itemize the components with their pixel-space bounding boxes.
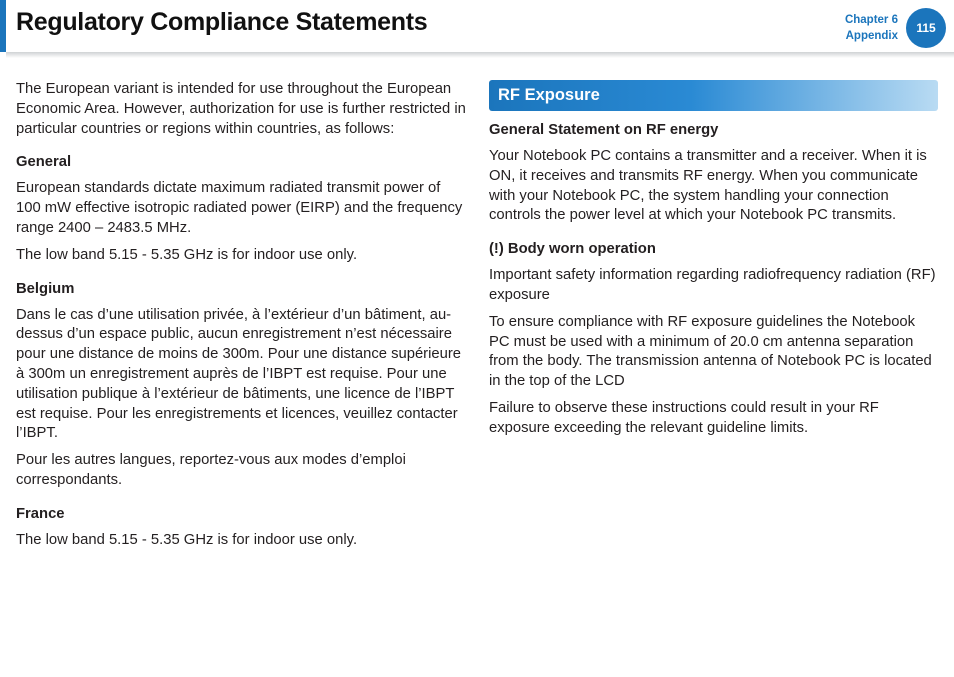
page-header <box>0 0 954 60</box>
rf-statement-paragraph: Your Notebook PC contains a transmitter and a receiver. When it is ON, it receives and transmits RF energy. When you communicate with your Notebook PC, the system handling your connection controls the power level at which your Notebook PC transmits. <box>489 148 927 224</box>
page-number-badge: 115 <box>906 8 946 48</box>
belgium-paragraph-1: Dans le cas d’une utilisation privée, à l’extérieur d’un bâtiment, au-dessus d’un espace public, aucun enregistrement n’est nécessaire pour une distance de moins de 300m. Pour une distance supérieure à 300m un enregistrement auprès de l’IBPT est requise. Pour une utilisation publique à l’extérieur de bâtiments, une licence de l’IBPT est requise. Pour les enregistrements et licences, veuillez contacter l’IBPT. <box>16 306 462 442</box>
belgium-paragraph-2: Pour les autres langues, reportez-vous aux modes d’emploi correspondants. <box>16 452 406 488</box>
right-column <box>489 80 939 446</box>
rf-statement-heading: General Statement on RF energy <box>489 122 719 138</box>
page-title: Regulatory Compliance Statements <box>16 8 428 36</box>
rf-exposure-title: RF Exposure <box>498 85 600 104</box>
chapter-number: Chapter 6 <box>844 14 898 26</box>
body-worn-paragraph-3: Failure to observe these instructions could result in your RF exposure exceeding the relevant guideline limits. <box>489 399 879 436</box>
general-paragraph-2: The low band 5.15 - 5.35 GHz is for indoor use only. <box>16 246 358 263</box>
chapter-label <box>845 12 898 44</box>
header-accent-bar <box>0 0 6 52</box>
general-paragraph-1: European standards dictate maximum radiated transmit power of 100 mW effective isotropic radiated power (EIRP) and the frequency range 2400 – 2483.5 MHz. <box>16 180 463 236</box>
body-worn-paragraph-2: To ensure compliance with RF exposure guidelines the Notebook PC must be used with a minimum of 20.0 cm antenna separation from the body. The transmission antenna of Notebook PC is located in the top of the LCD <box>489 313 932 390</box>
body-worn-paragraph-1: Important safety information regarding radiofrequency radiation (RF) exposure <box>489 267 936 303</box>
france-paragraph-1: The low band 5.15 - 5.35 GHz is for indoor use only. <box>16 531 358 548</box>
body-worn-heading: (!) Body worn operation <box>489 241 656 258</box>
intro-paragraph: The European variant is intended for use throughout the European Economic Area. However, authorization for use is further restricted in particular countries or regions within countries, as follows: <box>16 81 466 137</box>
header-divider <box>6 52 954 58</box>
chapter-section: Appendix <box>845 30 898 42</box>
france-heading: France <box>16 505 65 522</box>
general-heading: General <box>16 154 72 171</box>
left-column <box>16 80 468 558</box>
rf-exposure-section-bar <box>489 80 938 111</box>
belgium-heading: Belgium <box>16 280 75 297</box>
